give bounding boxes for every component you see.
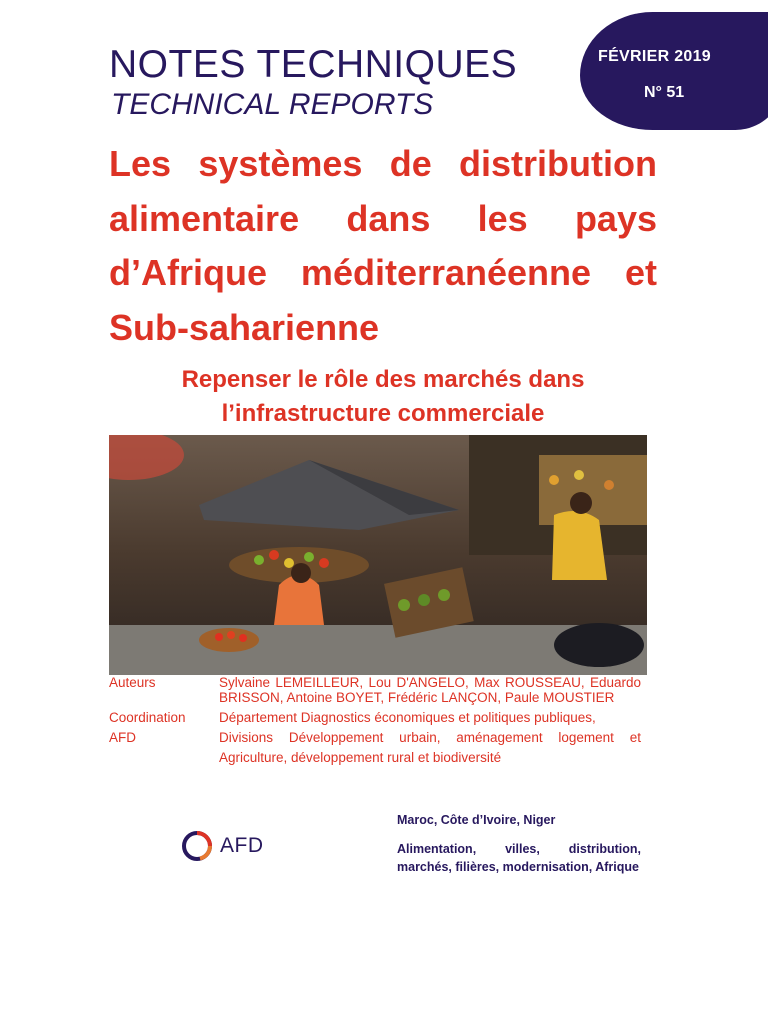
series-title-fr: NOTES TECHNIQUES — [109, 43, 518, 86]
cover-photo-market — [109, 435, 647, 675]
issue-badge — [580, 12, 768, 130]
afd-logo-text: AFD — [220, 834, 264, 857]
keywords-block — [397, 812, 641, 876]
report-subtitle: Repenser le rôle des marchés dans l’infrastructure commerciale — [181, 366, 585, 427]
countries: Maroc, Côte d’Ivoire, Niger — [397, 813, 556, 827]
afd-label: AFD — [109, 730, 136, 745]
afd-row — [109, 728, 641, 768]
coordination-row — [109, 708, 641, 728]
keywords: Alimentation, villes, distribution, marchés, filières, modernisation, Afrique — [397, 842, 641, 874]
coordination-value: Département Diagnostics économiques et politiques publiques, — [219, 710, 596, 725]
series-title-en: TECHNICAL REPORTS — [111, 88, 434, 121]
credits-block — [109, 676, 641, 768]
afd-logo-ring-icon — [180, 829, 214, 863]
afd-divisions: Divisions Développement urbain, aménagement logement et Agriculture, développement rural et biodiversité — [219, 730, 641, 765]
authors-row — [109, 676, 641, 705]
report-title: Les systèmes de distribution alimentaire dans les pays d’Afrique méditerranéenne et Sub-saharienne — [109, 143, 657, 348]
market-scene-image — [109, 435, 647, 675]
afd-logo — [180, 830, 264, 862]
coordination-label: Coordination — [109, 710, 186, 725]
authors-list: Sylvaine LEMEILLEUR, Lou D'ANGELO, Max ROUSSEAU, Eduardo BRISSON, Antoine BOYET, Frédéric LANÇON, Paule MOUSTIER — [219, 675, 641, 705]
issue-date: FÉVRIER 2019 — [598, 48, 711, 65]
authors-label: Auteurs — [109, 675, 156, 690]
issue-number: N° 51 — [644, 84, 685, 101]
